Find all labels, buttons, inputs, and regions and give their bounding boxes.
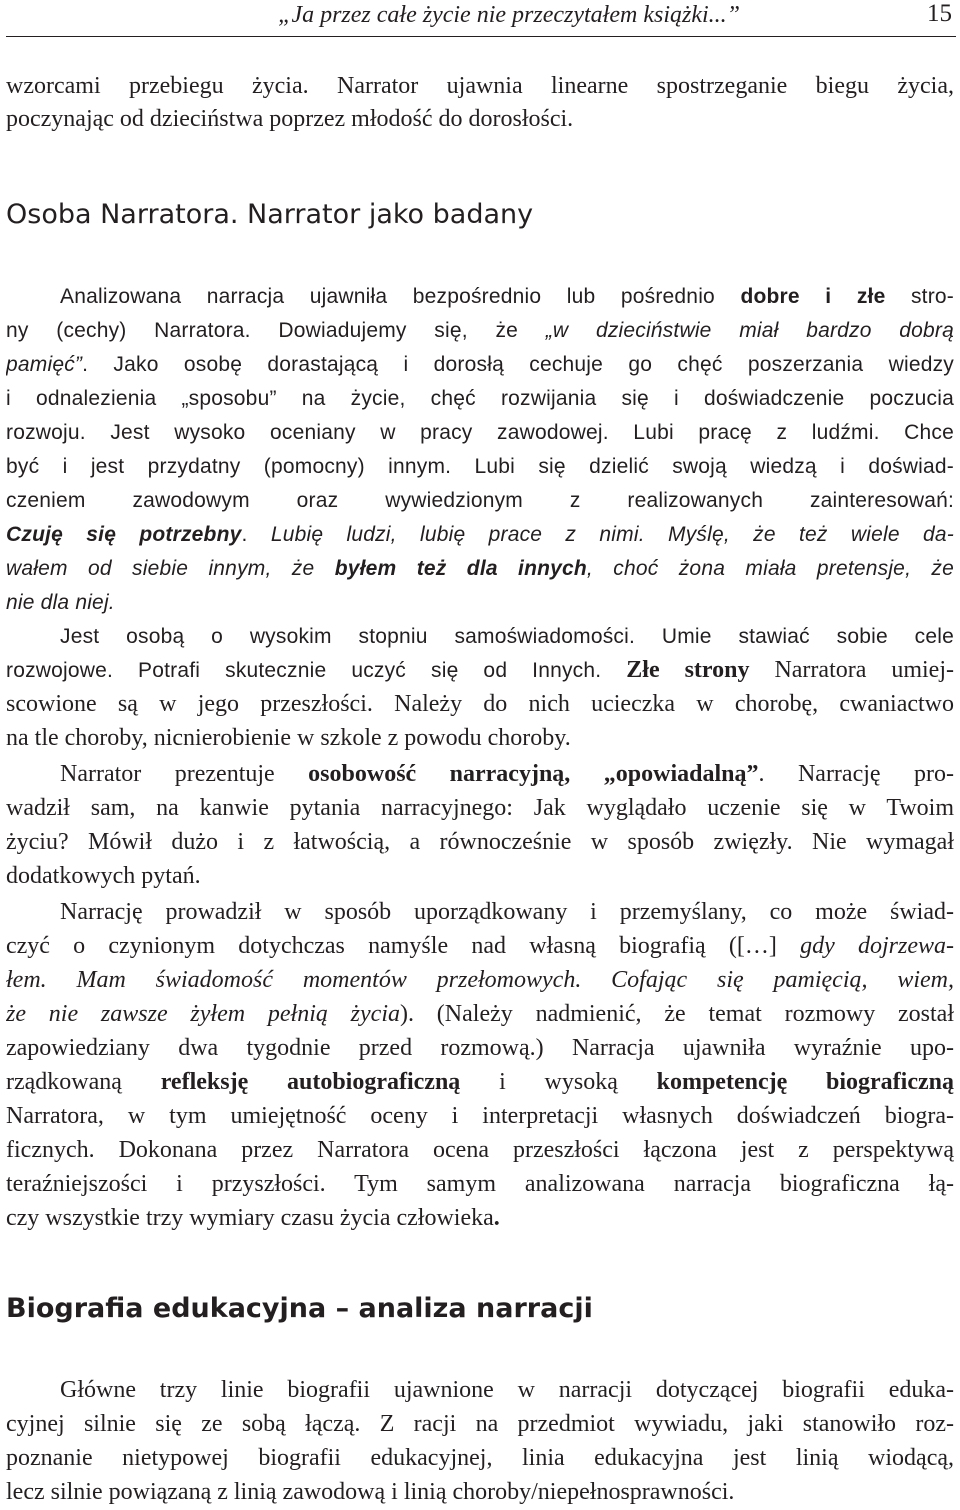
page-number: 15 (927, 0, 952, 27)
text-line: cyjnej silnie się ze sobą łączą. Z racji na przedmiot wywiadu, jaki stanowiło roz- (6, 1411, 954, 1437)
text-line: wałem od siebie innym, że byłem też dla innych, choć żona miała pretensje, że (6, 557, 954, 580)
text-line: życiu? Mówił dużo i z łatwością, a równocześnie w sposób zwięzły. Nie wymagał (6, 829, 954, 855)
section-heading: Biografia edukacyjna – analiza narracji (6, 1293, 593, 1324)
text-line: Narratora, w tym umiejętność oceny i interpretacji własnych doświadczeń biogra- (6, 1103, 954, 1129)
text-line: teraźniejszości i przyszłości. Tym samym analizowana narracja biograficzna łą- (6, 1171, 954, 1197)
text-line: ficznych. Dokonana przez Narratora ocena przeszłości łączona jest z perspektywą (6, 1137, 954, 1163)
text-line: poczynając od dzieciństwa poprzez młodość do dorosłości. (6, 106, 574, 132)
text-line: być i jest przydatny (pomocny) innym. Lubi się dzielić swoją wiedzą i doświad- (6, 455, 954, 478)
text-line: rządkowaną refleksję autobiograficzną i wysoką kompetencję biograficzną (6, 1069, 954, 1095)
text-line: lecz silnie powiązaną z linią zawodową i linią choroby/niepełnosprawności. (6, 1479, 735, 1505)
running-header (0, 0, 960, 36)
text-line: że nie zawsze żyłem pełnią życia). (Należy nadmienić, że temat rozmowy został (6, 1001, 954, 1027)
text-line: nie dla niej. (6, 591, 115, 614)
text-line: rozwojowe. Potrafi skutecznie uczyć się od Innych. Złe strony Narratora umiej- (6, 657, 954, 683)
text-line: Narrację prowadził w sposób uporządkowany i przemyślany, co może świad- (60, 899, 954, 925)
text-line: i odnalezienia „sposobu” na życie, chęć rozwijania się i doświadczenie poczucia (6, 387, 954, 410)
text-line: czy wszystkie trzy wymiary czasu życia człowieka. (6, 1205, 500, 1231)
text-line: czeniem zawodowym oraz wywiedzionym z realizowanych zainteresowań: (6, 489, 954, 512)
text-line: dodatkowych pytań. (6, 863, 201, 889)
text-line: wzorcami przebiegu życia. Narrator ujawnia linearne spostrzeganie biegu życia, (6, 73, 954, 99)
text-line: czyć o czynionym dotychczas namyśle nad własną biografią ([…] gdy dojrzewa- (6, 933, 954, 959)
text-line: scowione są w jego przeszłości. Należy do nich ucieczka w chorobę, cwaniactwo (6, 691, 954, 717)
text-line: pamięć”. Jako osobę dorastającą i dorosłą cechuje go chęć poszerzania wiedzy (6, 353, 954, 376)
running-title: „Ja przez całe życie nie przeczytałem książki...” (278, 2, 740, 28)
text-line: na tle choroby, nicnierobienie w szkole z powodu choroby. (6, 725, 571, 751)
text-line: Czuję się potrzebny. Lubię ludzi, lubię prace z nimi. Myślę, że też wiele da- (6, 523, 954, 546)
text-line: Jest osobą o wysokim stopniu samoświadomości. Umie stawiać sobie cele (60, 625, 954, 648)
text-line: poznanie nietypowej biografii edukacyjnej, linia edukacyjna jest linią wiodącą, (6, 1445, 954, 1471)
text-line: Analizowana narracja ujawniła bezpośrednio lub pośrednio dobre i złe stro- (60, 285, 954, 308)
text-line: zapowiedziany dwa tygodnie przed rozmową.) Narracja ujawniła wyraźnie upo- (6, 1035, 954, 1061)
text-line: Narrator prezentuje osobowość narracyjną, „opowiadalną”. Narrację pro- (60, 761, 954, 787)
header-rule (6, 36, 956, 37)
text-line: rozwoju. Jest wysoko oceniany w pracy zawodowej. Lubi pracę z ludźmi. Chce (6, 421, 954, 444)
text-line: łem. Mam świadomość momentów przełomowych. Cofając się pamięcią, wiem, (6, 967, 954, 993)
text-line: wadził sam, na kanwie pytania narracyjnego: Jak wyglądało uczenie się w Twoim (6, 795, 954, 821)
section-heading: Osoba Narratora. Narrator jako badany (6, 199, 534, 230)
text-line: ny (cechy) Narratora. Dowiadujemy się, że „w dzieciństwie miał bardzo dobrą (6, 319, 954, 342)
text-line: Główne trzy linie biografii ujawnione w narracji dotyczącej biografii eduka- (60, 1377, 954, 1403)
